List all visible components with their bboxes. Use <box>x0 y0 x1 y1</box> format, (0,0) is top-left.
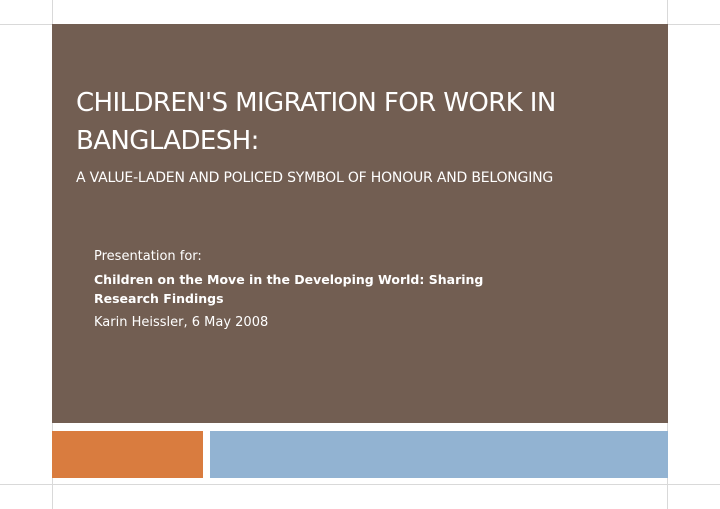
author-line: Karin Heissler, 6 May 2008 <box>94 315 269 330</box>
presenter-block <box>94 246 544 334</box>
title-panel <box>52 24 668 423</box>
presentation-label: Presentation for: <box>94 249 202 264</box>
event-name: Children on the Move in the Developing World: Sharing Research Findings <box>94 272 484 306</box>
accent-bar-blue <box>210 431 668 478</box>
accent-bar-orange <box>52 431 203 478</box>
slide-subtitle: A VALUE-LADEN AND POLICED SYMBOL OF HONOUR AND BELONGING <box>76 170 554 186</box>
slide-title: CHILDREN'S MIGRATION FOR WORK IN BANGLADESH: <box>76 88 556 156</box>
frame-line-bottom <box>0 484 720 485</box>
